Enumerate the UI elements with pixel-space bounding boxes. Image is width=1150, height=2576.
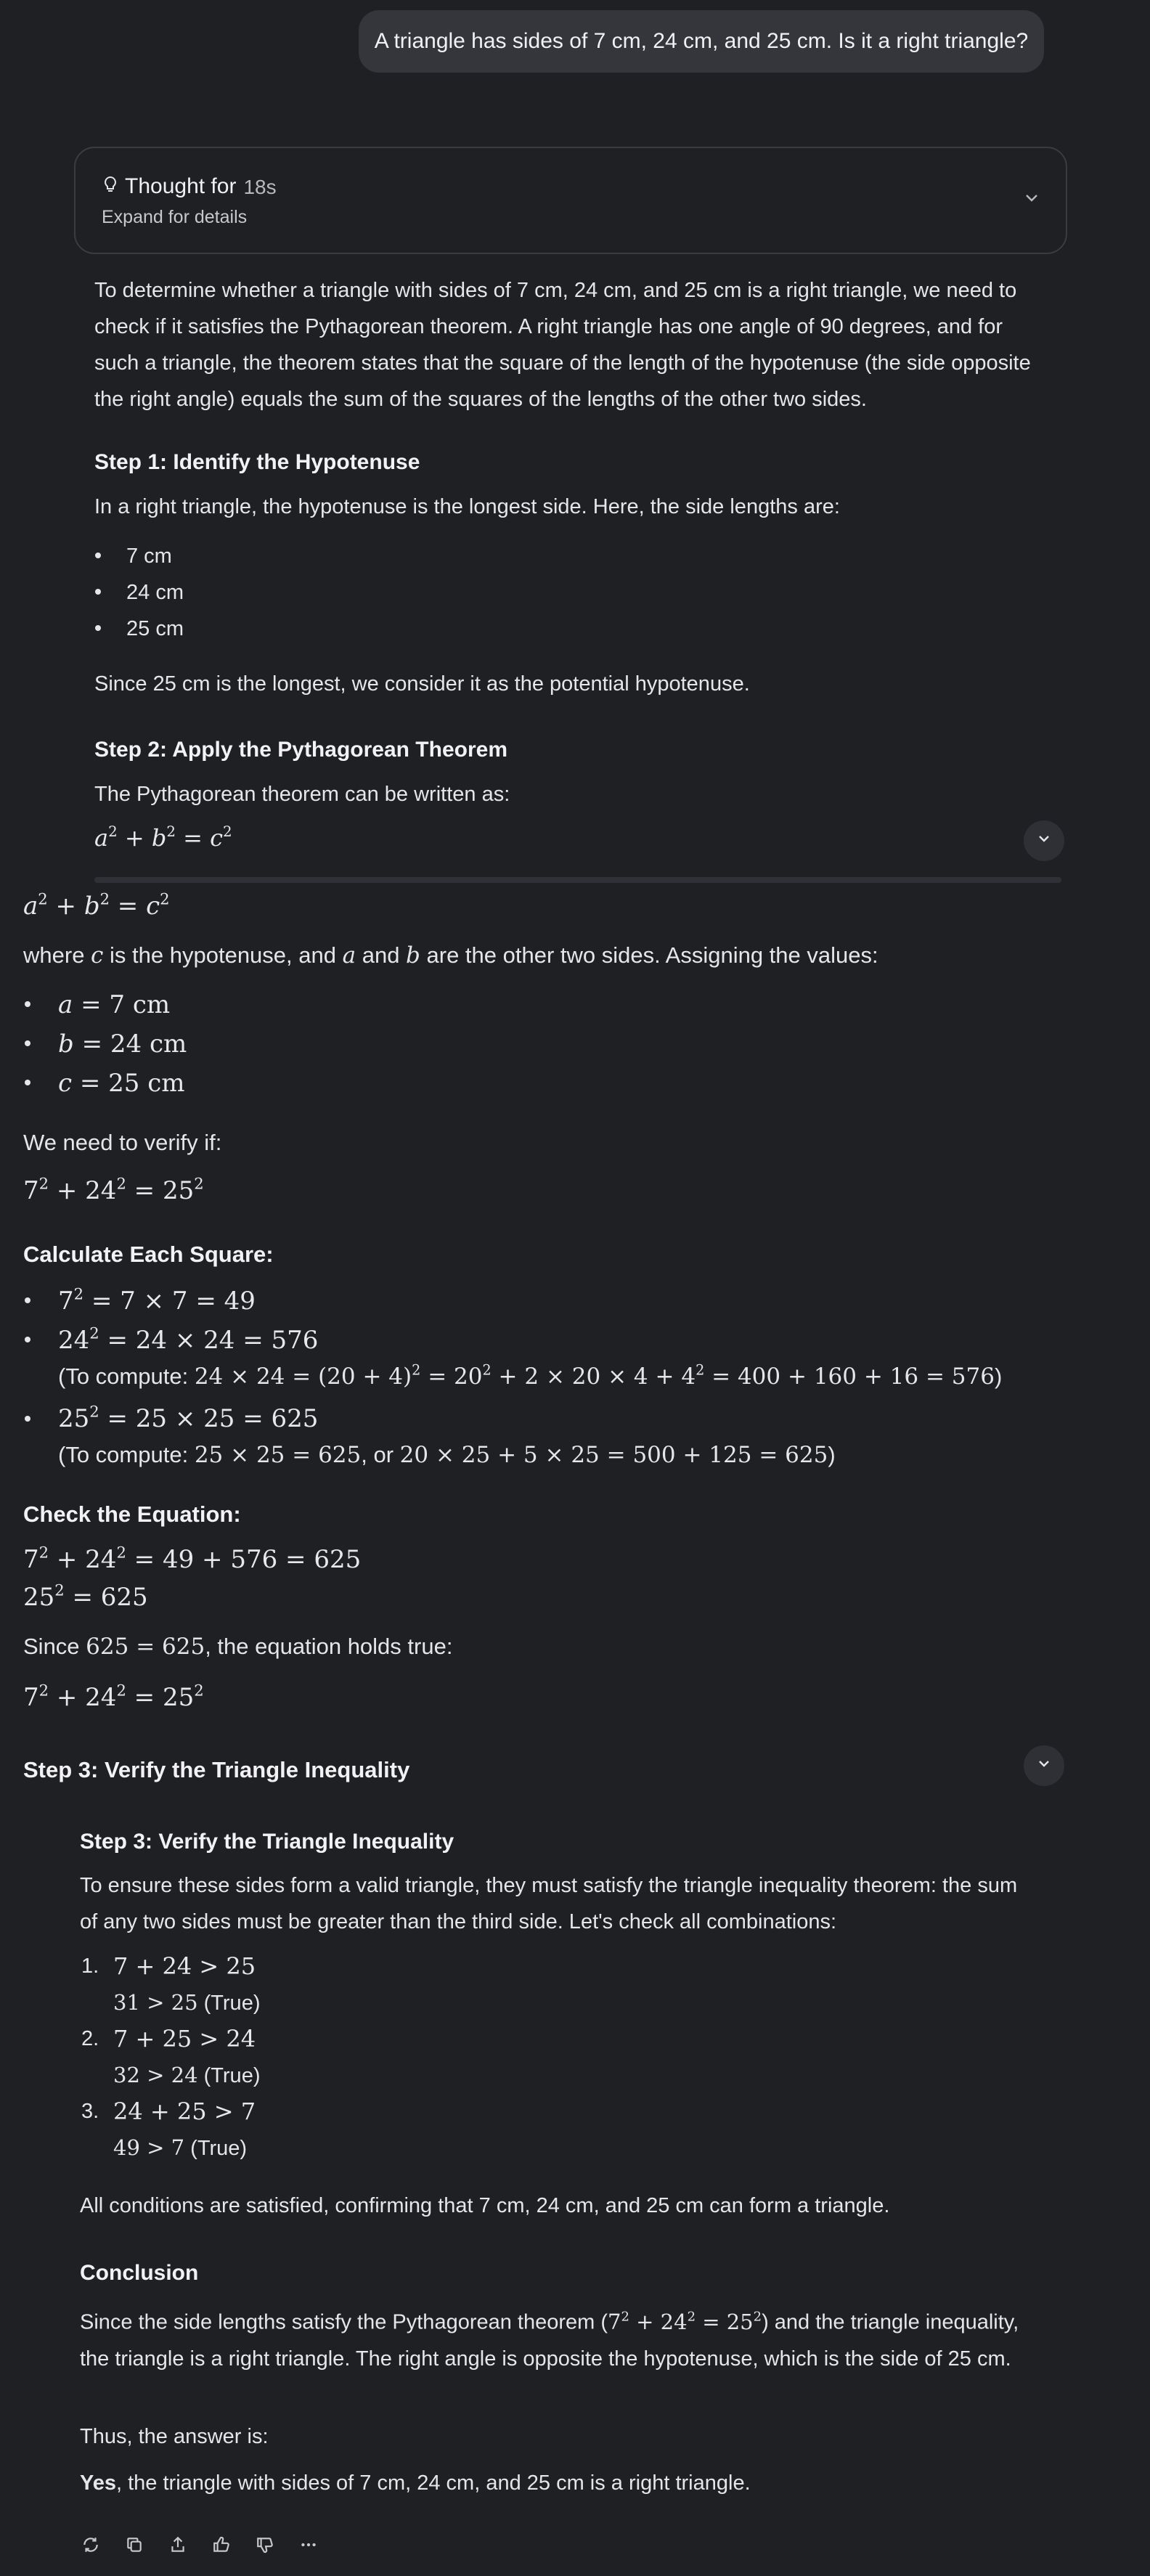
collapse-button[interactable] xyxy=(1024,820,1064,861)
bullet xyxy=(25,1001,30,1007)
bullet xyxy=(25,1337,30,1342)
conclusion-text: Since the side lengths satisfy the Pythagorean theorem $(7^2 + 24^2 = 25^2)$ and the triangle inequality, the triangle is a right triangle. The right angle is opposite the hypotenuse, which is the side of 25 cm. xyxy=(80,2309,1019,2371)
step3-after: All conditions are satisfied, confirming that 7 cm, 24 cm, and 25 cm can form a triangle. xyxy=(80,2194,890,2217)
divider xyxy=(94,877,1061,883)
thus-text: Thus, the answer is: xyxy=(80,2425,269,2448)
copy-icon[interactable] xyxy=(122,2532,147,2557)
thumbs-down-icon[interactable] xyxy=(253,2532,277,2557)
step3-heading: Step 3: Verify the Triangle Inequality xyxy=(23,1757,410,1782)
step3-subheading: Step 3: Verify the Triangle Inequality xyxy=(80,1830,454,1854)
answer-bold: Yes xyxy=(80,2471,116,2495)
step1-heading: Step 1: Identify the Hypotenuse xyxy=(94,450,420,474)
step2-heading: Step 2: Apply the Pythagorean Theorem xyxy=(94,738,507,762)
thought-label: Thought for xyxy=(125,174,237,198)
thumbs-up-icon[interactable] xyxy=(209,2532,234,2557)
pythagorean-formula: $a^2 + b^2 = c^2$ xyxy=(94,823,232,852)
side-item: 24 cm xyxy=(126,581,184,604)
assign-a: a = 7 cm xyxy=(58,990,171,1019)
expand-button[interactable] xyxy=(1024,1745,1064,1786)
lightbulb-icon xyxy=(103,170,118,204)
bullet xyxy=(95,625,101,631)
inequality-3-result: 49 > 7 (True) xyxy=(113,2135,248,2160)
check-line-2: $25^2 = 625$ xyxy=(23,1581,148,1612)
thought-duration: 18s xyxy=(243,175,277,198)
inequality-2: 7 + 25 > 24 xyxy=(113,2025,256,2053)
conclusion-text-a: Since the side lengths satisfy the Pythagorean theorem ( xyxy=(80,2310,608,2334)
square-24: $24^2 = 24 \times 24 = 576$ xyxy=(58,1324,319,1355)
true-label: (True) xyxy=(203,2064,261,2087)
thought-title xyxy=(103,170,277,204)
chevron-down-icon xyxy=(1035,825,1053,857)
where-text: is the hypotenuse, and xyxy=(103,942,343,968)
bullet xyxy=(25,1416,30,1422)
check-heading: Check the Equation: xyxy=(23,1501,241,1527)
list-number: 3. xyxy=(81,2100,99,2123)
compute-or: , or xyxy=(361,1442,400,1467)
bullet xyxy=(25,1080,30,1085)
chevron-down-icon[interactable] xyxy=(1022,184,1041,217)
list-number: 1. xyxy=(81,1955,99,1978)
side-item: 7 cm xyxy=(126,545,172,568)
bullet xyxy=(95,589,101,595)
more-icon[interactable] xyxy=(296,2532,321,2557)
check-line-1: $7^2 + 24^2 = 49 + 576 = 625$ xyxy=(23,1543,362,1574)
assign-c: c = 25 cm xyxy=(58,1069,185,1098)
inequality-1-result: 31 > 25 (True) xyxy=(113,1990,261,2015)
where-text: and xyxy=(356,942,407,968)
pythagorean-formula: $a^2 + b^2 = c^2$ xyxy=(23,889,170,921)
verify-equation: $7^2 + 24^2 = 25^2$ xyxy=(23,1174,204,1205)
verify-text: We need to verify if: xyxy=(23,1130,222,1155)
since-text: Since xyxy=(23,1634,86,1659)
bullet xyxy=(95,553,101,558)
user-message-bubble xyxy=(359,10,1044,73)
refresh-icon[interactable] xyxy=(78,2532,103,2557)
inequality-2-result: 32 > 24 (True) xyxy=(113,2063,261,2087)
thought-expand-hint: Expand for details xyxy=(102,207,248,227)
compute-prefix: (To compute: xyxy=(58,1364,195,1389)
compute-25: (To compute: 25 × 25 = 625, or 20 × 25 + 5 × 25 = 500 + 125 = 625) xyxy=(58,1442,836,1468)
step3-text: To ensure these sides form a valid triangle, they must satisfy the triangle inequality theorem: the sum of any two sides must be greater than the third side. Let's check all combinations: xyxy=(80,1874,1018,1933)
list-number: 2. xyxy=(81,2027,99,2050)
where-text: where xyxy=(23,942,91,968)
true-label: (True) xyxy=(190,2137,248,2160)
compute-prefix: (To compute: xyxy=(58,1442,195,1467)
since-text: , the equation holds true: xyxy=(205,1634,453,1659)
message-actions xyxy=(78,2532,321,2557)
bullet xyxy=(25,1040,30,1046)
side-item: 25 cm xyxy=(126,617,184,640)
calc-heading: Calculate Each Square: xyxy=(23,1242,274,1267)
share-icon[interactable] xyxy=(166,2532,190,2557)
where-line: where c is the hypotenuse, and a and b are the other two sides. Assigning the values: xyxy=(23,942,878,969)
conclusion-text-b: ) and the triangle inequality, the triangle is a right triangle. The right angle is opposite the hypotenuse, which is the side of 25 cm. xyxy=(80,2310,1019,2371)
answer-rest: , the triangle with sides of 7 cm, 24 cm, and 25 cm is a right triangle. xyxy=(116,2471,751,2495)
where-text: are the other two sides. Assigning the values: xyxy=(420,942,878,968)
compute-24: (To compute: $24 \times 24 = (20 + 4)^2 = 20^2 + 2 \times 20 \times 4 + 4^2 = 400 + 160 + 16 = 576$) xyxy=(58,1361,1003,1390)
intro-paragraph: To determine whether a triangle with sides of 7 cm, 24 cm, and 25 cm is a right triangle, we need to check if it satisfies the Pythagorean theorem. A right triangle has one angle of 90 degrees, and for such a triangle, the theorem states that the square of the length of the hypotenuse (the side opposite the right angle) equals the sum of the squares of the lengths of the other two sides. xyxy=(94,279,1031,411)
step2-text: The Pythagorean theorem can be written as: xyxy=(94,783,510,806)
chevron-down-icon xyxy=(1035,1750,1053,1782)
bullet xyxy=(25,1297,30,1303)
inequality-3: 24 + 25 > 7 xyxy=(113,2098,256,2125)
true-label: (True) xyxy=(203,1992,261,2015)
square-7: $7^2 = 7 \times 7 = 49$ xyxy=(58,1284,256,1316)
assign-b: b = 24 cm xyxy=(58,1030,187,1059)
square-25: $25^2 = 25 \times 25 = 625$ xyxy=(58,1402,319,1433)
thought-panel[interactable] xyxy=(74,147,1067,254)
final-answer xyxy=(80,2467,751,2500)
step1-after: Since 25 cm is the longest, we consider it as the potential hypotenuse. xyxy=(94,672,750,696)
user-message-text: A triangle has sides of 7 cm, 24 cm, and 25 cm. Is it a right triangle? xyxy=(374,28,1029,53)
step1-text: In a right triangle, the hypotenuse is the longest side. Here, the side lengths are: xyxy=(94,495,840,518)
conclusion-heading: Conclusion xyxy=(80,2261,199,2285)
since-line: Since 625 = 625, the equation holds true: xyxy=(23,1634,453,1660)
inequality-1: 7 + 24 > 25 xyxy=(113,1952,256,1980)
holds-equation: $7^2 + 24^2 = 25^2$ xyxy=(23,1681,204,1712)
